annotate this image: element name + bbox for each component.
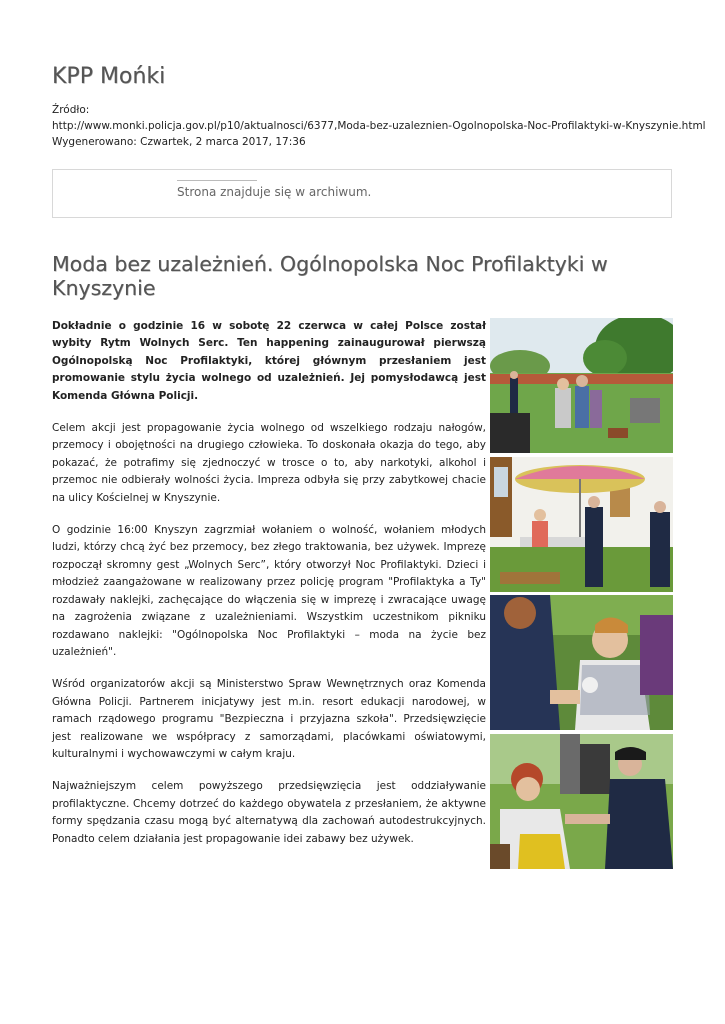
article-paragraph: Najważniejszym celem powyższego przedsięwzięcia jest oddziaływanie profilaktyczne. Chcemy dotrzeć do każdego obywatela z przesłaniem, że aktywne formy spędzania czasu mogą być alternatywą dla zachowań autodestrukcyjnych. Ponadto celem działania jest propagowanie idei zabawy bez używek. — [52, 780, 486, 845]
photo-picnic-crowd — [490, 318, 673, 453]
article-photo-1[interactable] — [490, 318, 673, 453]
article-photo-2[interactable] — [490, 457, 673, 592]
article-lead: Dokładnie o godzinie 16 w sobotę 22 czerwca w całej Polsce został wybity Rytm Wolnych Serc. Ten happening zainaugurował pierwszą Ogólnopolską Noc Profilaktyki, której głównym przesłaniem jest promowanie stylu życia wolnego od uzależnień. Jej pomysłodawcą jest Komenda Główna Policji. — [52, 320, 486, 402]
photo-umbrella-stand — [490, 457, 673, 592]
article-photo-4[interactable] — [490, 734, 673, 869]
article-paragraph: Celem akcji jest propagowanie życia wolnego od wszelkiego rodzaju nałogów, przemocy i obojętności na drugiego człowieka. To doskonała okazja do tego, aby pokazać, że potrafimy się zjednoczyć w trosce o to, aby narkotyki, alkohol i przemoc nie odbierały wolności życia. Impreza odbyła się przy zabytkowej chacie na ulicy Kościelnej w Knyszynie. — [52, 422, 486, 504]
source-url[interactable]: http://www.monki.policja.gov.pl/p10/aktualnosci/6377,Moda-bez-uzaleznien-Ogolnopolska-Noc-Profilaktyki-w-Knyszynie.html — [52, 120, 706, 132]
article-paragraph: Wśród organizatorów akcji są Ministerstwo Spraw Wewnętrznych oraz Komenda Główna Policji. Partnerem inicjatywy jest m.in. resort edukacji narodowej, w ramach rządowego programu "Bezpieczna i przyjazna szkoła". Przedsięwzięcie jest realizowane we współpracy z samorządami, placówkami oświatowymi, kulturalnymi i wychowawczymi w całym kraju. — [52, 678, 486, 760]
article-title: Moda bez uzależnień. Ogólnopolska Noc Profilaktyki w Knyszynie — [52, 252, 608, 300]
source-label: Źródło: — [52, 104, 90, 116]
photo-officer-sticker — [490, 595, 673, 730]
photo-officer-woman — [490, 734, 673, 869]
source-meta — [52, 102, 706, 150]
article-photo-3[interactable] — [490, 595, 673, 730]
article-paragraph: O godzinie 16:00 Knyszyn zagrzmiał wołaniem o wolność, wołaniem młodych ludzi, którzy chcą żyć bez przemocy, bez złego traktowania, bez używek. Imprezę rozpoczął skromny gest „Wolnych Serc”, który otworzył Noc Profilaktyki. Dzieci i młodzież zaangażowane w realizowany przez policję program "Profilaktyka a Ty" rozdawały naklejki, zachęcające do włączenia się w imprezę i zwracające uwagę na zagrożenia związane z uzależnieniami. Wszystkim uczestnikom pikniku rozdawano naklejki: "Ogólnopolska Noc Profilaktyki – moda na życie bez uzależnień". — [52, 524, 486, 658]
archive-divider — [177, 180, 257, 181]
generated-date: Wygenerowano: Czwartek, 2 marca 2017, 17:36 — [52, 136, 306, 148]
article-body — [52, 318, 486, 863]
archive-notice-box — [52, 169, 672, 218]
archive-notice: Strona znajduje się w archiwum. — [177, 185, 372, 199]
site-title: KPP Mońki — [52, 64, 166, 89]
